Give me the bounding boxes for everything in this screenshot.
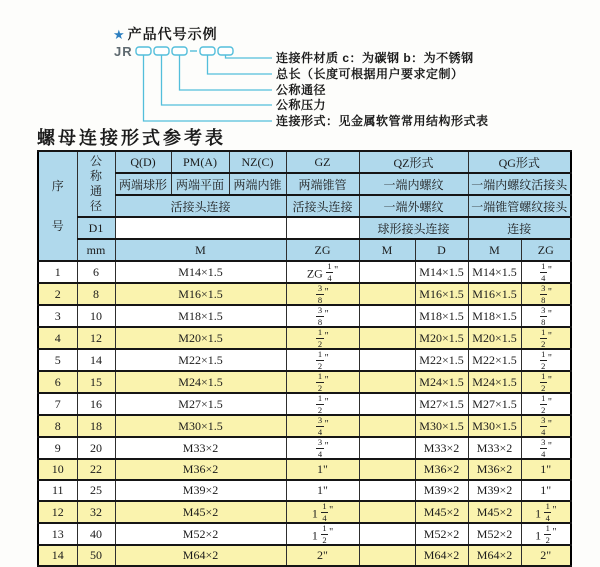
fraction: $\frac{1}{2}$ [317,327,323,349]
fraction: $\frac{1}{4}$ [545,501,550,523]
fraction: $\frac{1}{4}$ [322,501,327,523]
cell-seq: 2 [38,283,77,305]
code-box-5 [218,47,233,55]
fraction: $\frac{1}{2}$ [317,349,323,371]
cell-qz-d: M39×2 [415,480,468,501]
fraction: $\frac{3}{4}$ [317,437,323,459]
cell-qz-m [359,501,415,523]
table-row [38,261,571,283]
cell-seq: 9 [38,437,77,459]
cell-m: M36×2 [115,459,286,480]
cell-gz-zg: $\frac{3}{8}$ " [286,305,359,327]
cell-m: M33×2 [115,437,286,459]
cell-qg-m: M16×1.5 [468,283,521,305]
cell-m: M14×1.5 [115,261,286,283]
cell-dn: 32 [77,501,115,523]
fraction: $\frac{1}{2}$ [541,349,546,371]
header-unit-m: M [115,239,286,261]
header-qz-conn2: 球形接头连接 [359,217,468,239]
cell-qg-m: M36×2 [468,459,521,480]
cell-seq: 7 [38,393,77,415]
cell-qz-d: M27×1.5 [415,393,468,415]
cell-qz-d: M24×1.5 [415,371,468,393]
cell-m: M24×1.5 [115,371,286,393]
cell-qz-m [359,261,415,283]
header-nz-code: NZ(C) [229,151,286,173]
cell-qz-m [359,459,415,480]
cell-qz-m [359,437,415,459]
cell-qg-m: M64×2 [468,545,521,566]
header-q-type: 两端球形 [115,173,171,195]
fraction: $\frac{1}{2}$ [317,371,323,393]
cell-seq: 8 [38,415,77,437]
code-prefix: JR [114,44,133,59]
cell-dn: 25 [77,480,115,501]
code-box-1 [136,47,151,55]
cell-seq: 4 [38,327,77,349]
cell-dn: 16 [77,393,115,415]
diagram-heading-text: 产品代号示例 [127,26,218,42]
cell-m: M20×1.5 [115,327,286,349]
cell-qg-zg: 1" [521,459,571,480]
cell-qz-d: M30×1.5 [415,415,468,437]
cell-seq: 11 [38,480,77,501]
header-blank-qpn [115,217,286,239]
star-icon: ★ [113,27,126,42]
code-box-4 [200,47,215,55]
cell-qg-m: M39×2 [468,480,521,501]
cell-m: M64×2 [115,545,286,566]
cell-dn: 50 [77,545,115,566]
header-blank-gz [286,217,359,239]
cell-qg-m: M33×2 [468,437,521,459]
table-title: 螺母连接形式参考表 [37,128,226,148]
cell-gz-zg: ZG $\frac{1}{4}$ " [286,261,359,283]
header-gz-type: 两端锥管 [286,173,359,195]
cell-qg-m: M52×2 [468,523,521,545]
cell-qg-m: M30×1.5 [468,415,521,437]
cell-qz-m [359,523,415,545]
cell-qz-m [359,327,415,349]
cell-qz-d: M52×2 [415,523,468,545]
fraction: $\frac{3}{8}$ [541,283,546,305]
cell-gz-zg: 1" [286,480,359,501]
header-qz-type: 一端内螺纹 [359,173,468,195]
cell-qz-m [359,371,415,393]
header-unit-qz-d: D [415,239,468,261]
cell-seq: 12 [38,501,77,523]
fraction: $\frac{1}{2}$ [317,393,323,415]
cell-m: M27×1.5 [115,393,286,415]
cell-dn: 15 [77,371,115,393]
fraction: $\frac{1}{2}$ [322,523,327,545]
cell-qz-d: M14×1.5 [415,261,468,283]
cell-seq: 14 [38,545,77,566]
cell-qg-zg: $\frac{3}{8}$ " [521,283,571,305]
fraction: $\frac{3}{8}$ [541,305,546,327]
header-seq: 序号 [38,151,77,261]
header-gz-conn: 活接头连接 [286,195,359,217]
cell-qz-m [359,393,415,415]
cell-qg-zg: 2" [521,545,571,566]
cell-gz-zg: 1 $\frac{1}{2}$ " [286,523,359,545]
cell-m: M30×1.5 [115,415,286,437]
table-row [38,501,571,523]
cell-qg-zg: $\frac{1}{2}$ " [521,371,571,393]
cell-qg-zg: $\frac{1}{2}$ " [521,327,571,349]
code-label-conn: 连接形式：见金属软管常用结构形式表 [276,114,489,128]
code-label-dn: 公称通径 [276,83,327,97]
cell-qg-zg: $\frac{1}{2}$ " [521,349,571,371]
fraction: $\frac{1}{4}$ [327,261,332,283]
leader-line-dn [180,55,273,90]
header-qz-code: QZ形式 [359,151,468,173]
cell-qg-m: M24×1.5 [468,371,521,393]
header-nz-type: 两端内锥 [229,173,286,195]
header-dn: 公称通径 [77,151,115,217]
cell-gz-zg: $\frac{3}{4}$ " [286,415,359,437]
cell-qg-m: M14×1.5 [468,261,521,283]
cell-dn: 12 [77,327,115,349]
cell-qz-m [359,305,415,327]
fraction: $\frac{3}{8}$ [317,283,323,305]
cell-gz-zg: $\frac{3}{8}$ " [286,283,359,305]
cell-gz-zg: $\frac{1}{2}$ " [286,371,359,393]
cell-dn: 18 [77,415,115,437]
cell-dn: 20 [77,437,115,459]
table-row [38,393,571,415]
header-qz-conn: 一端外螺纹 [359,195,468,217]
header-mm: mm [77,239,115,261]
cell-qz-d: M22×1.5 [415,349,468,371]
leader-line-pressure [162,55,273,105]
cell-seq: 10 [38,459,77,480]
cell-qg-m: M22×1.5 [468,349,521,371]
cell-qg-m: M18×1.5 [468,305,521,327]
fraction: $\frac{1}{2}$ [541,393,546,415]
cell-m: M39×2 [115,480,286,501]
code-box-2 [154,47,169,55]
header-unit-gz: ZG [286,239,359,261]
cell-dn: 14 [77,349,115,371]
cell-gz-zg: 2" [286,545,359,566]
product-code-diagram [0,0,600,130]
cell-qz-d: M18×1.5 [415,305,468,327]
cell-qg-zg: 1" [521,480,571,501]
header-qpn-conn: 活接头连接 [115,195,286,217]
cell-qg-zg: $\frac{3}{4}$ " [521,437,571,459]
fraction: $\frac{1}{2}$ [545,523,550,545]
table-row [38,480,571,501]
table-body [38,261,571,566]
cell-gz-zg: $\frac{1}{2}$ " [286,327,359,349]
cell-qg-zg: $\frac{3}{4}$ " [521,415,571,437]
cell-qz-d: M64×2 [415,545,468,566]
cell-m: M22×1.5 [115,349,286,371]
cell-seq: 6 [38,371,77,393]
cell-seq: 5 [38,349,77,371]
cell-dn: 6 [77,261,115,283]
cell-seq: 1 [38,261,77,283]
leader-line-material [226,55,273,58]
cell-qz-m [359,283,415,305]
header-qg-code: QG形式 [468,151,571,173]
cell-qz-m [359,545,415,566]
cell-qz-d: M45×2 [415,501,468,523]
code-label-length: 总长（长度可根据用户要求定制） [276,67,464,81]
cell-qg-zg: 1 $\frac{1}{2}$ " [521,523,571,545]
code-box-3 [172,47,187,55]
cell-gz-zg: $\frac{1}{2}$ " [286,393,359,415]
cell-qz-m [359,349,415,371]
header-unit-qg-m: M [468,239,521,261]
header-q-code: Q(D) [115,151,171,173]
cell-seq: 3 [38,305,77,327]
fraction: $\frac{3}{4}$ [317,415,323,437]
cell-qg-m: M20×1.5 [468,327,521,349]
fraction: $\frac{1}{2}$ [541,371,546,393]
fraction: $\frac{3}{4}$ [541,437,546,459]
cell-qz-d: M20×1.5 [415,327,468,349]
table-row [38,459,571,480]
cell-qz-d: M36×2 [415,459,468,480]
table-row [38,305,571,327]
code-label-material: 连接件材质 c：为碳钢 b：为不锈钢 [276,51,474,65]
cell-gz-zg: 1 $\frac{1}{4}$ " [286,501,359,523]
cell-gz-zg: $\frac{3}{4}$ " [286,437,359,459]
table-row [38,371,571,393]
cell-qz-d: M33×2 [415,437,468,459]
cell-qg-zg: 1 $\frac{1}{4}$ " [521,501,571,523]
cell-dn: 10 [77,305,115,327]
cell-qz-d: M16×1.5 [415,283,468,305]
fraction: $\frac{1}{2}$ [541,327,546,349]
table-row [38,545,571,566]
code-label-pressure: 公称压力 [276,98,327,112]
cell-m: M45×2 [115,501,286,523]
cell-dn: 40 [77,523,115,545]
fraction: $\frac{3}{8}$ [317,305,323,327]
cell-m: M18×1.5 [115,305,286,327]
fraction: $\frac{3}{4}$ [541,415,546,437]
cell-m: M52×2 [115,523,286,545]
header-d1: D1 [77,217,115,239]
header-unit-qz-m: M [359,239,415,261]
cell-qz-m [359,415,415,437]
table-row [38,327,571,349]
fraction: $\frac{1}{4}$ [541,261,546,283]
header-unit-qg-zg: ZG [521,239,571,261]
cell-dn: 8 [77,283,115,305]
header-qg-conn: 一端锥管螺纹接头 [468,195,571,217]
header-gz-code: GZ [286,151,359,173]
header-pm-code: PM(A) [171,151,229,173]
diagram-heading [113,24,218,44]
cell-qg-zg: $\frac{3}{8}$ " [521,305,571,327]
cell-m: M16×1.5 [115,283,286,305]
cell-qz-m [359,480,415,501]
cell-dn: 22 [77,459,115,480]
table-row [38,349,571,371]
cell-qg-m: M45×2 [468,501,521,523]
table-row [38,437,571,459]
cell-qg-m: M27×1.5 [468,393,521,415]
cell-gz-zg: $\frac{1}{2}$ " [286,349,359,371]
cell-qg-zg: $\frac{1}{4}$ " [521,261,571,283]
reference-table [37,150,572,567]
header-qg-conn2: 连接 [468,217,571,239]
table-row [38,523,571,545]
cell-seq: 13 [38,523,77,545]
header-qg-type: 一端内螺纹活接头 [468,173,571,195]
table-row [38,283,571,305]
cell-qg-zg: $\frac{1}{2}$ " [521,393,571,415]
cell-gz-zg: 1" [286,459,359,480]
header-pm-type: 两端平面 [171,173,229,195]
table-row [38,415,571,437]
